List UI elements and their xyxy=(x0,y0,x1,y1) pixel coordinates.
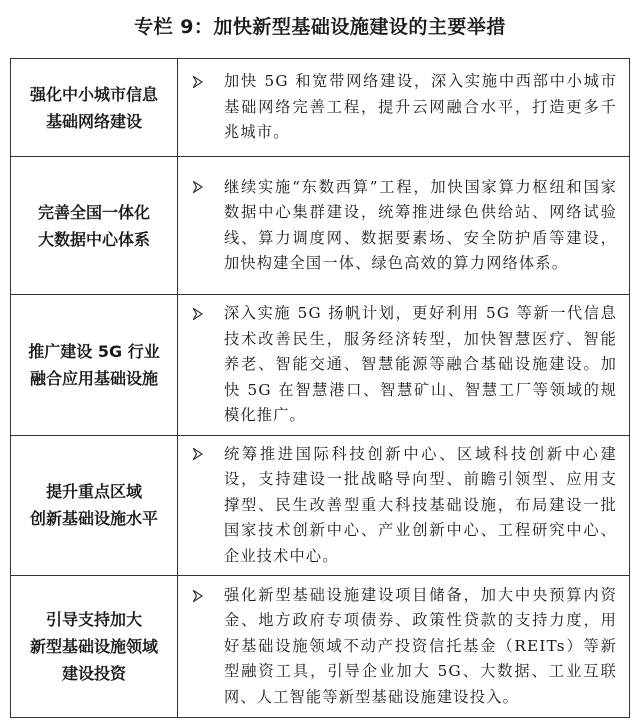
row-label xyxy=(11,59,178,157)
arrow-bullet-icon xyxy=(192,301,212,327)
row-content xyxy=(178,59,630,157)
row-label xyxy=(11,295,178,436)
label-line: 引导支持加大 xyxy=(45,610,142,629)
label-line: 创新基础设施水平 xyxy=(29,509,158,529)
row-text: 统筹推进国际科技创新中心、区域科技创新中心建设，支持建设一批战略导向型、前瞻引领型、应用支撑型、民生改善型重大科技基础设施，布局建设一批国家技术创新中心、产业创新中心、工程研究中心、企业技术中心。 xyxy=(224,444,617,565)
table-row xyxy=(11,59,630,157)
label-line: 建设投资 xyxy=(61,664,126,683)
row-text: 继续实施“东数西算”工程，加快国家算力枢纽和国家数据中心集群建设，统筹推进绿色供给站、网络试验线、算力调度网、数据要素场、安全防护盾等建设，加快构建全国一体、绿色高效的算力网络体系。 xyxy=(224,177,617,272)
label-line: 基础网络建设 xyxy=(45,111,142,131)
table-row xyxy=(11,435,630,576)
label-line: 推广建设 5G 行业 xyxy=(28,341,160,361)
label-line: 完善全国一体化 xyxy=(37,202,150,222)
table-row xyxy=(11,576,630,718)
row-content xyxy=(178,157,630,295)
row-label xyxy=(11,576,178,718)
table-row xyxy=(11,157,630,295)
label-line: 融合应用基础设施 xyxy=(29,368,158,388)
row-text: 加快 5G 和宽带网络建设，深入实施中西部中小城市基础网络完善工程，提升云网融合水平，打造更多千兆城市。 xyxy=(224,72,617,142)
row-content xyxy=(178,295,630,436)
row-text: 强化新型基础设施建设项目储备，加大中央预算内资金、地方政府专项债券、政策性贷款的支持力度，用好基础设施领域不动产投资信托基金（REITs）等新型融资工具，引导企业加大 5G、大数据、工业互联网、人工智能等新型基础设施建设投入。 xyxy=(224,585,617,706)
arrow-bullet-icon xyxy=(192,175,212,201)
row-content xyxy=(178,576,630,718)
row-label xyxy=(11,157,178,295)
table-row xyxy=(11,295,630,436)
arrow-bullet-icon xyxy=(192,583,212,609)
label-line: 提升重点区域 xyxy=(45,482,142,502)
measures-table xyxy=(10,58,630,718)
row-content xyxy=(178,435,630,576)
arrow-bullet-icon xyxy=(192,69,212,95)
box-title: 专栏 9：加快新型基础设施建设的主要举措 xyxy=(134,16,506,38)
label-line: 大数据中心体系 xyxy=(37,229,150,249)
row-label xyxy=(11,435,178,576)
label-line: 新型基础设施领域 xyxy=(29,637,158,656)
arrow-bullet-icon xyxy=(192,442,212,468)
label-line: 强化中小城市信息 xyxy=(29,84,158,104)
row-text: 深入实施 5G 扬帆计划，更好利用 5G 等新一代信息技术改善民生，服务经济转型，加快智慧医疗、智能养老、智能交通、智慧能源等融合基础设施建设。加快 5G 在智慧港口、智慧矿山、智慧工厂等领域的规模化推广。 xyxy=(224,304,617,424)
